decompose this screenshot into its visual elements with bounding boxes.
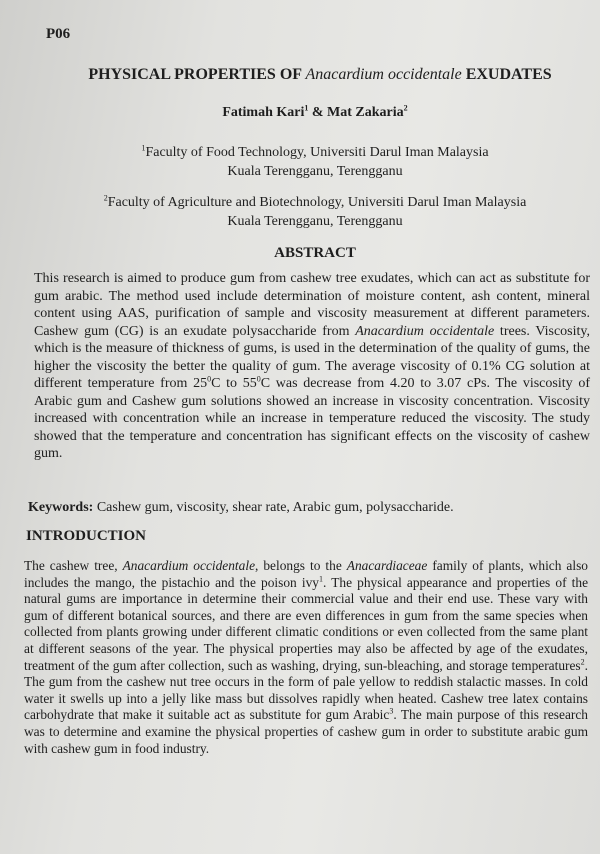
introduction-body — [24, 558, 588, 757]
affiliation-1-mark: 1 — [141, 143, 146, 153]
affiliation-1 — [0, 143, 600, 181]
abstract-text-4: C was decrease from 4.20 to 3.07 cPs. The viscosity of Arabic gum and Cashew gum solutions showed an increase in viscosity concentration. Viscosity increased with concentration while an increase in temperature reduced the viscosity. The study showed that the temperature and concentration has significant effects on the viscosity of cashew gum. — [34, 376, 590, 461]
intro-text-6: . The main purpose of this research was to determine and examine the physical properties of cashew gum in order to substitute arabic gum with cashew gum in food industry. — [24, 707, 589, 756]
intro-text-3: family of plants, which also includes the mango, the pistachio and the poison ivy — [24, 558, 589, 590]
title-prefix: PHYSICAL PROPERTIES OF — [88, 66, 302, 83]
reference-mark-3: 3 — [389, 706, 394, 716]
author-2-mark: 2 — [403, 103, 408, 113]
author-line — [0, 105, 600, 121]
affiliation-1-line2: Kuala Terengganu, Terengganu — [227, 164, 403, 179]
abstract-body — [34, 270, 590, 463]
affiliation-2-mark: 2 — [103, 193, 108, 203]
intro-text-4: . The physical appearance and properties of the natural gums are importance in determine their commercial value and their end use. These vary with gum of different botanical sources, and there are even differences in gum from the same species when collected from plants growing under different climatic conditions or even collected from the same plant at different seasons of the year. The physical properties may also be affected by age of the exudates, treatment of the gum after collection, such as washing, drying, sun-bleaching, and storage temperatures — [24, 574, 589, 673]
affiliation-2 — [0, 193, 600, 231]
intro-family: Anacardiaceae — [346, 558, 428, 573]
affiliation-2-line2: Kuala Terengganu, Terengganu — [227, 214, 403, 229]
affiliation-2-line1: Faculty of Agriculture and Biotechnology, Universiti Darul Iman Malaysia — [107, 195, 527, 210]
keywords-label: Keywords: — [28, 500, 94, 515]
paper-title — [40, 66, 600, 84]
author-1: Fatimah Kari — [222, 105, 305, 120]
intro-species: Anacardium occidentale — [122, 558, 256, 573]
intro-text-1: The cashew tree, — [24, 558, 123, 573]
abstract-text-3: C to 55 — [211, 376, 257, 391]
reference-mark-1: 1 — [319, 574, 323, 584]
reference-mark-2: 2 — [580, 657, 585, 667]
keywords-line — [28, 500, 588, 516]
author-joiner: & — [308, 105, 328, 120]
author-2: Mat Zakaria — [327, 105, 404, 120]
intro-text-2: , belongs to the — [255, 558, 347, 573]
abstract-text-1: This research is aimed to produce gum from cashew tree exudates, which can act as substitute for gum arabic. The method used include determination of moisture content, ash content, mineral content using AAS, purification of sample and viscosity measurement at different parameters. Cashew gum (CG) is an exudate polysaccharide from — [34, 271, 590, 339]
keywords-text: Cashew gum, viscosity, shear rate, Arabic gum, polysaccharide. — [93, 500, 454, 515]
title-suffix: EXUDATES — [465, 66, 552, 83]
introduction-heading: INTRODUCTION — [26, 528, 147, 544]
paper-id: P06 — [46, 26, 71, 42]
author-1-mark: 1 — [304, 103, 309, 113]
title-species: Anacardium occidentale — [305, 66, 462, 83]
degree-mark-2: 0 — [256, 374, 261, 384]
degree-mark-1: 0 — [207, 374, 212, 384]
abstract-heading: ABSTRACT — [274, 245, 356, 261]
intro-text-5: . The gum from the cashew nut tree occurs in the form of pale yellow to reddish stalactic masses. In cold water it swells up into a jelly like mass but dissolves rapidly when heated. Cashew tree latex contains carbohydrate that make it suitable act as substitute for gum Arabic — [24, 657, 588, 723]
abstract-species: Anacardium occidentale — [355, 323, 495, 339]
abstract-text-2: trees. Viscosity, which is the measure of thickness of gums, is used in the determination of the quality of gums, the higher the viscosity the better the quality of gum. The average viscosity of 0.1% CG solution at different temperature from 25 — [34, 323, 590, 391]
affiliation-1-line1: Faculty of Food Technology, Universiti Darul Iman Malaysia — [145, 145, 489, 160]
